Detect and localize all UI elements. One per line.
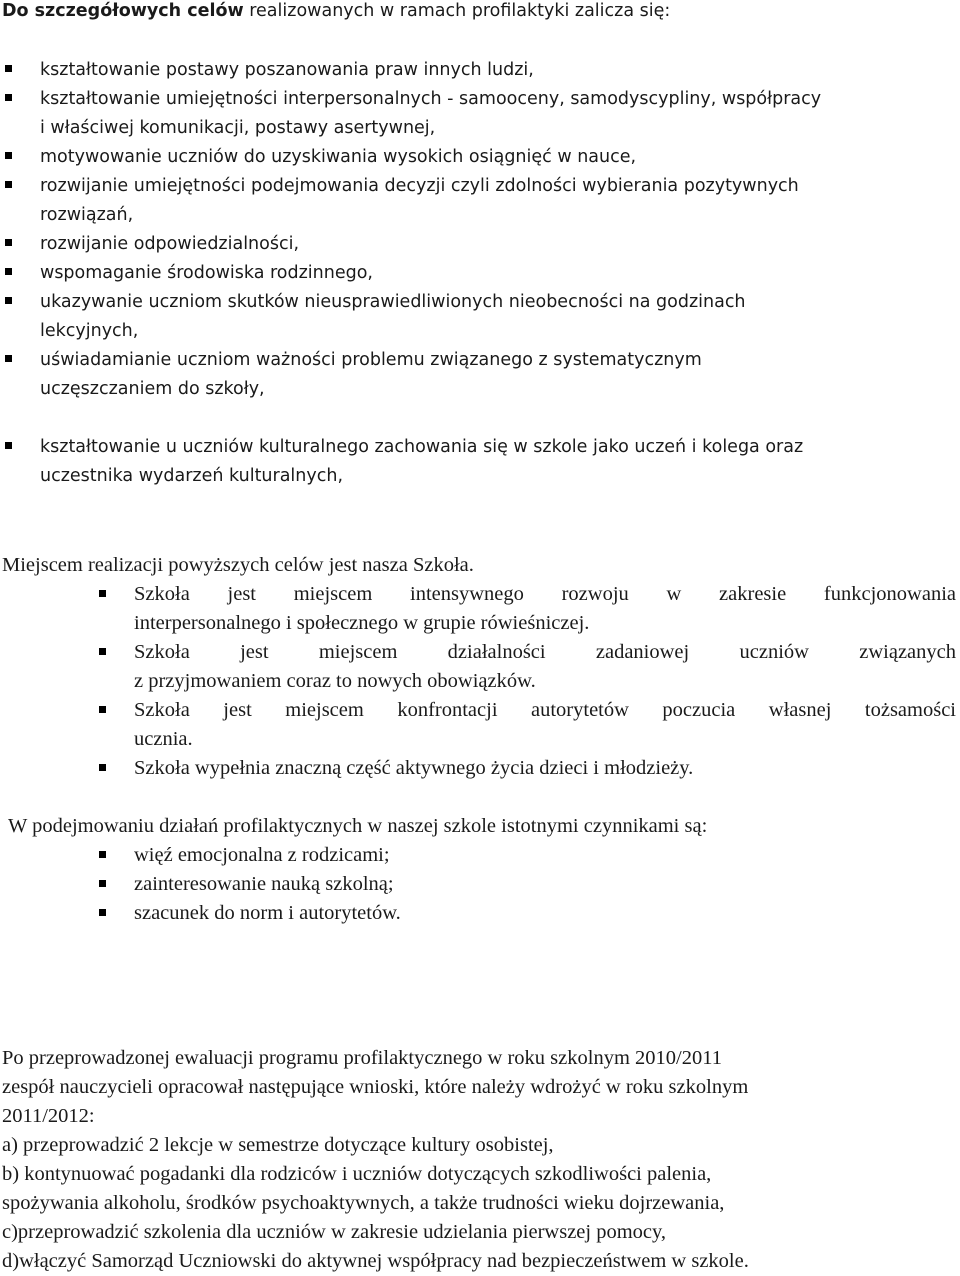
conclusions-line: zespół nauczycieli opracował następujące wnioski, które należy wdrożyć w roku szkolnym — [2, 1076, 749, 1098]
conclusion-item-d: d)włączyć Samorząd Uczniowski do aktywnej współpracy nad bezpieczeństwem w szkole. — [2, 1250, 749, 1272]
conclusion-item-a: a) przeprowadzić 2 lekcje w semestrze dotyczące kultury osobistej, — [2, 1134, 554, 1156]
goals-heading-rest: realizowanych w ramach profilaktyki zalicza się: — [243, 1, 671, 21]
goal-item: kształtowanie u uczniów kulturalnego zachowania się w szkole jako uczeń i kolega oraz uczestnika wydarzeń kulturalnych, — [2, 433, 952, 491]
conclusions-block — [2, 1044, 952, 1276]
goals-heading — [2, 0, 670, 26]
place-item: Szkoła wypełnia znaczną część aktywnego życia dzieci i młodzieży. — [2, 754, 956, 783]
place-item: Szkoła jest miejscem intensywnego rozwoju w zakresie funkcjonowania interpersonalnego i społecznego w grupie rówieśniczej. — [2, 580, 956, 638]
goal-item: uświadamianie uczniom ważności problemu związanego z systematycznym uczęszczaniem do szkoły, — [2, 346, 952, 404]
goal-item: ukazywanie uczniom skutków nieusprawiedliwionych nieobecności na godzinach lekcyjnych, — [2, 288, 952, 346]
conclusion-item-c: c)przeprowadzić szkolenia dla uczniów w zakresie udzielania pierwszej pomocy, — [2, 1221, 667, 1243]
goal-item: rozwijanie umiejętności podejmowania decyzji czyli zdolności wybierania pozytywnych rozwiązań, — [2, 172, 952, 230]
goal-item: kształtowanie postawy poszanowania praw innych ludzi, — [2, 56, 952, 85]
factor-item: więź emocjonalna z rodzicami; — [2, 841, 902, 870]
place-intro: Miejscem realizacji powyższych celów jest nasza Szkoła. — [2, 554, 474, 576]
factor-item: szacunek do norm i autorytetów. — [2, 899, 902, 928]
conclusion-item-b: b) kontynuować pogadanki dla rodziców i uczniów dotyczących szkodliwości palenia, — [2, 1163, 712, 1185]
conclusions-line: Po przeprowadzonej ewaluacji programu profilaktycznego w roku szkolnym 2010/2011 — [2, 1047, 722, 1069]
goals-heading-bold: Do szczegółowych celów — [2, 1, 244, 21]
place-list — [2, 580, 956, 783]
factors-intro: W podejmowaniu działań profilaktycznych w naszej szkole istotnymi czynnikami są: — [8, 815, 708, 837]
factor-item: zainteresowanie nauką szkolną; — [2, 870, 902, 899]
factors-list — [2, 841, 902, 928]
place-item: Szkoła jest miejscem konfrontacji autorytetów poczucia własnej tożsamości ucznia. — [2, 696, 956, 754]
conclusions-line: spożywania alkoholu, środków psychoaktywnych, a także trudności wieku dojrzewania, — [2, 1192, 725, 1214]
goal-item: wspomaganie środowiska rodzinnego, — [2, 259, 952, 288]
goal-item: motywowanie uczniów do uzyskiwania wysokich osiągnięć w nauce, — [2, 143, 952, 172]
goal-item: kształtowanie umiejętności interpersonalnych - samooceny, samodyscypliny, współpracy i właściwej komunikacji, postawy asertywnej, — [2, 85, 952, 143]
conclusions-line: 2011/2012: — [2, 1105, 95, 1127]
place-item: Szkoła jest miejscem działalności zadaniowej uczniów związanych z przyjmowaniem coraz to nowych obowiązków. — [2, 638, 956, 696]
goals-list — [2, 56, 952, 491]
goal-item: rozwijanie odpowiedzialności, — [2, 230, 952, 259]
